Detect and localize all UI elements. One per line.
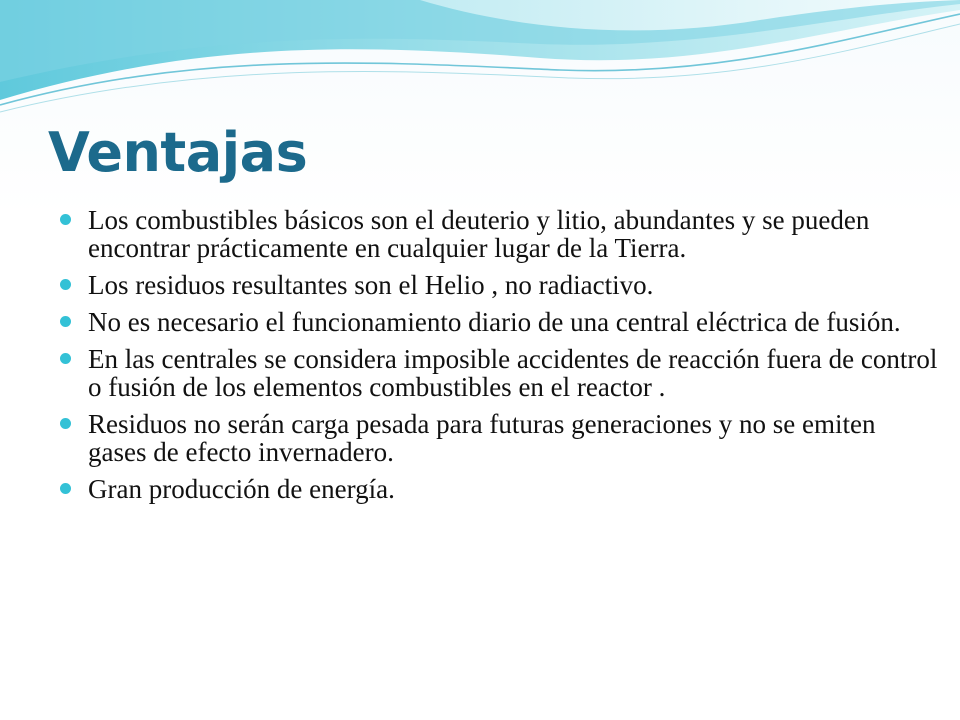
bullet-dot-icon xyxy=(60,316,71,327)
bullet-list xyxy=(58,206,938,512)
bullet-text: Residuos no serán carga pesada para futuras generaciones y no se emiten gases de efecto invernadero. xyxy=(88,409,876,467)
bullet-text: Los residuos resultantes son el Helio , no radiactivo. xyxy=(88,270,654,300)
bullet-dot-icon xyxy=(60,214,71,225)
bullet-dot-icon xyxy=(60,418,71,429)
bullet-text: En las centrales se considera imposible accidentes de reacción fuera de control o fusión de los elementos combustibles en el reactor . xyxy=(88,344,938,402)
bullet-dot-icon xyxy=(60,483,71,494)
bullet-item xyxy=(58,271,938,299)
bullet-dot-icon xyxy=(60,279,71,290)
bullet-text: Gran producción de energía. xyxy=(88,474,395,504)
bullet-item xyxy=(58,410,938,466)
bullet-item xyxy=(58,206,938,262)
bullet-text: No es necesario el funcionamiento diario de una central eléctrica de fusión. xyxy=(88,307,901,337)
bullet-item xyxy=(58,475,938,503)
bullet-item xyxy=(58,345,938,401)
bullet-item xyxy=(58,308,938,336)
bullet-dot-icon xyxy=(60,353,71,364)
slide-title: Ventajas xyxy=(48,121,308,184)
bullet-text: Los combustibles básicos son el deuterio y litio, abundantes y se pueden encontrar prácticamente en cualquier lugar de la Tierra. xyxy=(88,205,870,263)
